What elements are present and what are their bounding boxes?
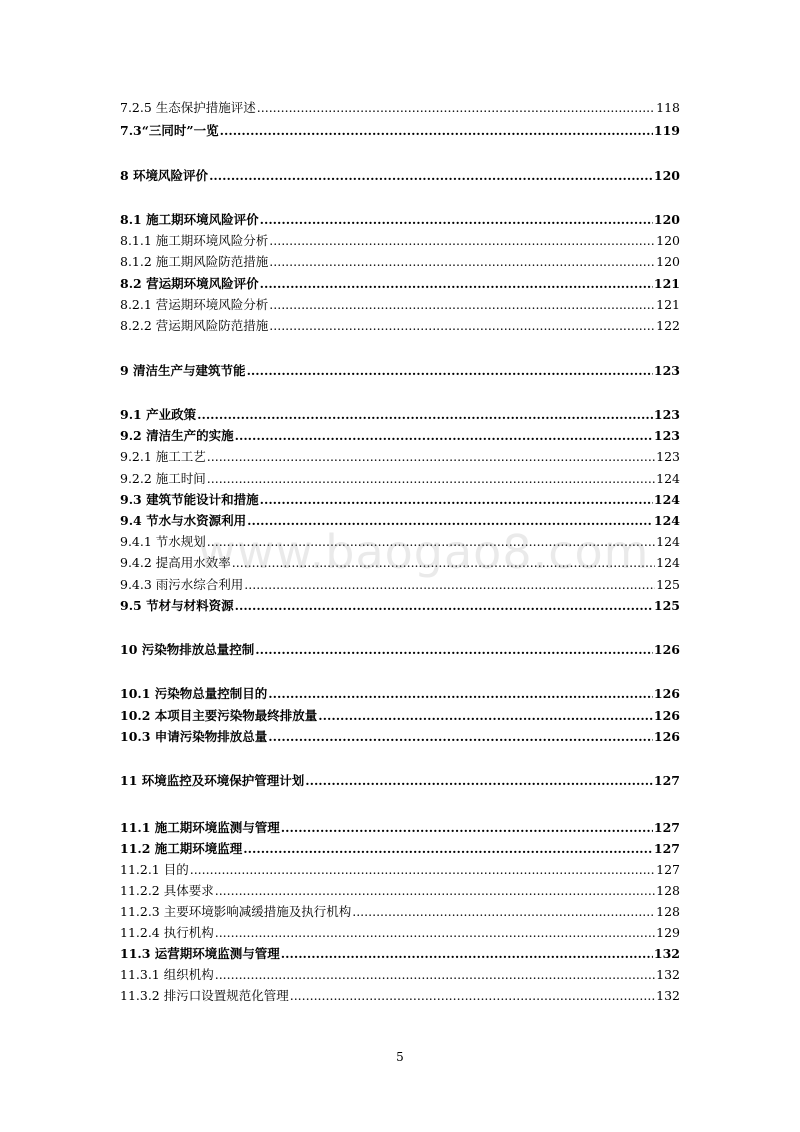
toc-entry-page: 124 — [656, 471, 680, 486]
toc-entry[interactable] — [120, 98, 680, 116]
toc-entry-title: 9.4.2 提高用水效率 — [120, 555, 231, 570]
toc-entry-title: 9.5 节材与材料资源 — [120, 598, 234, 613]
toc-entry[interactable] — [120, 965, 680, 983]
page-number: 5 — [396, 1050, 404, 1064]
toc-leader-dots — [268, 729, 653, 745]
toc-entry-page: 120 — [656, 233, 680, 248]
toc-entry[interactable] — [120, 295, 680, 313]
toc-entry[interactable] — [120, 706, 680, 724]
toc-leader-dots — [220, 123, 653, 139]
toc-entry-page: 120 — [653, 212, 680, 227]
toc-leader-dots — [197, 407, 653, 423]
toc-entry-title: 9.2.2 施工时间 — [120, 471, 206, 486]
toc-leader-dots — [209, 168, 653, 184]
toc-entry-title: 9.4.3 雨污水综合利用 — [120, 577, 244, 592]
toc-entry-title: 11 环境监控及环境保护管理计划 — [120, 773, 305, 788]
toc-leader-dots — [281, 946, 653, 962]
toc-entry[interactable] — [120, 986, 680, 1004]
toc-entry-title: 10.1 污染物总量控制目的 — [120, 686, 268, 701]
toc-entry[interactable] — [120, 771, 680, 789]
toc-leader-dots — [244, 577, 655, 593]
toc-entry-page: 132 — [653, 946, 680, 961]
toc-entry-page: 122 — [656, 318, 680, 333]
toc-entry-page: 120 — [656, 254, 680, 269]
toc-entry-title: 11.2 施工期环境监理 — [120, 841, 243, 856]
toc-leader-dots — [260, 276, 653, 292]
toc-entry[interactable] — [120, 596, 680, 614]
toc-entry-page: 127 — [653, 841, 680, 856]
toc-entry-title: 11.2.4 执行机构 — [120, 925, 214, 940]
toc-entry-page: 126 — [653, 686, 680, 701]
toc-entry-title: 10 污染物排放总量控制 — [120, 642, 255, 657]
toc-entry-title: 11.3 运营期环境监测与管理 — [120, 946, 280, 961]
toc-entry[interactable] — [120, 252, 680, 270]
toc-entry[interactable] — [120, 839, 680, 857]
toc-entry[interactable] — [120, 923, 680, 941]
toc-leader-dots — [269, 233, 655, 249]
toc-entry[interactable] — [120, 405, 680, 423]
toc-entry-title: 8.2.2 营运期风险防范措施 — [120, 318, 269, 333]
toc-entry-page: 126 — [653, 708, 680, 723]
toc-entry[interactable] — [120, 684, 680, 702]
toc-leader-dots — [268, 686, 653, 702]
toc-entry[interactable] — [120, 944, 680, 962]
toc-entry-page: 121 — [656, 297, 680, 312]
toc-entry-title: 8.1 施工期环境风险评价 — [120, 212, 259, 227]
toc-entry-page: 128 — [656, 904, 680, 919]
toc-leader-dots — [215, 967, 655, 983]
toc-entry-page: 118 — [656, 100, 680, 115]
toc-entry-title: 11.2.3 主要环境影响减缓措施及执行机构 — [120, 904, 352, 919]
watermark: www.baogao8.com — [198, 525, 650, 579]
toc-entry[interactable] — [120, 210, 680, 228]
toc-entry-page: 127 — [656, 862, 680, 877]
toc-entry[interactable] — [120, 640, 680, 658]
toc-entry-title: 9.4 节水与水资源利用 — [120, 513, 247, 528]
toc-entry-page: 128 — [656, 883, 680, 898]
toc-entry-page: 127 — [653, 820, 680, 835]
toc-leader-dots — [235, 598, 653, 614]
toc-entry[interactable] — [120, 274, 680, 292]
toc-leader-dots — [269, 318, 655, 334]
toc-entry-title: 9.2 清洁生产的实施 — [120, 428, 234, 443]
toc-leader-dots — [305, 773, 653, 789]
toc-leader-dots — [207, 471, 655, 487]
toc-entry-page: 125 — [656, 577, 680, 592]
toc-leader-dots — [281, 820, 653, 836]
toc-entry-page: 124 — [653, 513, 680, 528]
toc-leader-dots — [190, 862, 655, 878]
toc-entry-page: 119 — [653, 123, 680, 138]
toc-entry[interactable] — [120, 121, 680, 139]
toc-entry-title: 7.2.5 生态保护措施评述 — [120, 100, 256, 115]
toc-leader-dots — [215, 883, 655, 899]
toc-entry[interactable] — [120, 469, 680, 487]
toc-entry-title: 10.3 申请污染物排放总量 — [120, 729, 268, 744]
toc-leader-dots — [269, 254, 655, 270]
toc-entry[interactable] — [120, 860, 680, 878]
toc-leader-dots — [290, 988, 655, 1004]
toc-leader-dots — [260, 212, 653, 228]
toc-leader-dots — [247, 363, 653, 379]
toc-entry-title: 11.2.2 具体要求 — [120, 883, 214, 898]
toc-leader-dots — [235, 428, 653, 444]
toc-entry-page: 124 — [656, 555, 680, 570]
toc-entry-page: 123 — [653, 428, 680, 443]
toc-entry-title: 9 清洁生产与建筑节能 — [120, 363, 246, 378]
toc-entry-title: 10.2 本项目主要污染物最终排放量 — [120, 708, 318, 723]
toc-entry-page: 124 — [653, 492, 680, 507]
toc-entry[interactable] — [120, 881, 680, 899]
toc-entry-title: 11.1 施工期环境监测与管理 — [120, 820, 280, 835]
toc-entry-page: 132 — [656, 967, 680, 982]
toc-entry-title: 9.1 产业政策 — [120, 407, 197, 422]
toc-entry[interactable] — [120, 231, 680, 249]
toc-entry[interactable] — [120, 166, 680, 184]
toc-entry[interactable] — [120, 361, 680, 379]
toc-entry-page: 132 — [656, 988, 680, 1003]
toc-entry[interactable] — [120, 426, 680, 444]
toc-entry-title: 11.3.2 排污口设置规范化管理 — [120, 988, 289, 1003]
toc-leader-dots — [215, 925, 655, 941]
toc-leader-dots — [318, 708, 653, 724]
toc-entry-page: 127 — [653, 773, 680, 788]
toc-leader-dots — [260, 492, 653, 508]
toc-entry[interactable] — [120, 902, 680, 920]
toc-entry-page: 125 — [653, 598, 680, 613]
toc-leader-dots — [257, 100, 655, 116]
toc-entry-page: 126 — [653, 729, 680, 744]
toc-entry[interactable] — [120, 727, 680, 745]
toc-entry-title: 8 环境风险评价 — [120, 168, 209, 183]
toc-entry-page: 123 — [653, 407, 680, 422]
toc-leader-dots — [255, 642, 653, 658]
toc-entry[interactable] — [120, 818, 680, 836]
toc-entry-title: 9.3 建筑节能设计和措施 — [120, 492, 259, 507]
toc-entry-title: 9.4.1 节水规划 — [120, 534, 206, 549]
toc-entry-title: 8.2.1 营运期环境风险分析 — [120, 297, 269, 312]
toc-entry-page: 124 — [656, 534, 680, 549]
toc-entry-title: 11.2.1 目的 — [120, 862, 189, 877]
toc-leader-dots — [207, 449, 655, 465]
toc-entry[interactable] — [120, 490, 680, 508]
toc-entry-title: 11.3.1 组织机构 — [120, 967, 214, 982]
toc-entry-page: 123 — [653, 363, 680, 378]
toc-entry-title: 8.2 营运期环境风险评价 — [120, 276, 259, 291]
toc-entry[interactable] — [120, 316, 680, 334]
toc-leader-dots — [243, 841, 653, 857]
toc-entry[interactable] — [120, 447, 680, 465]
toc-entry-page: 121 — [653, 276, 680, 291]
toc-entry-page: 126 — [653, 642, 680, 657]
toc-entry-title: 9.2.1 施工工艺 — [120, 449, 206, 464]
toc-entry-title: 7.3“三同时”一览 — [120, 123, 219, 138]
toc-entry-page: 123 — [656, 449, 680, 464]
toc-entry-title: 8.1.2 施工期风险防范措施 — [120, 254, 269, 269]
toc-leader-dots — [269, 297, 655, 313]
toc-leader-dots — [352, 904, 655, 920]
toc-entry-title: 8.1.1 施工期环境风险分析 — [120, 233, 269, 248]
toc-entry-page: 120 — [653, 168, 680, 183]
toc-entry-page: 129 — [656, 925, 680, 940]
